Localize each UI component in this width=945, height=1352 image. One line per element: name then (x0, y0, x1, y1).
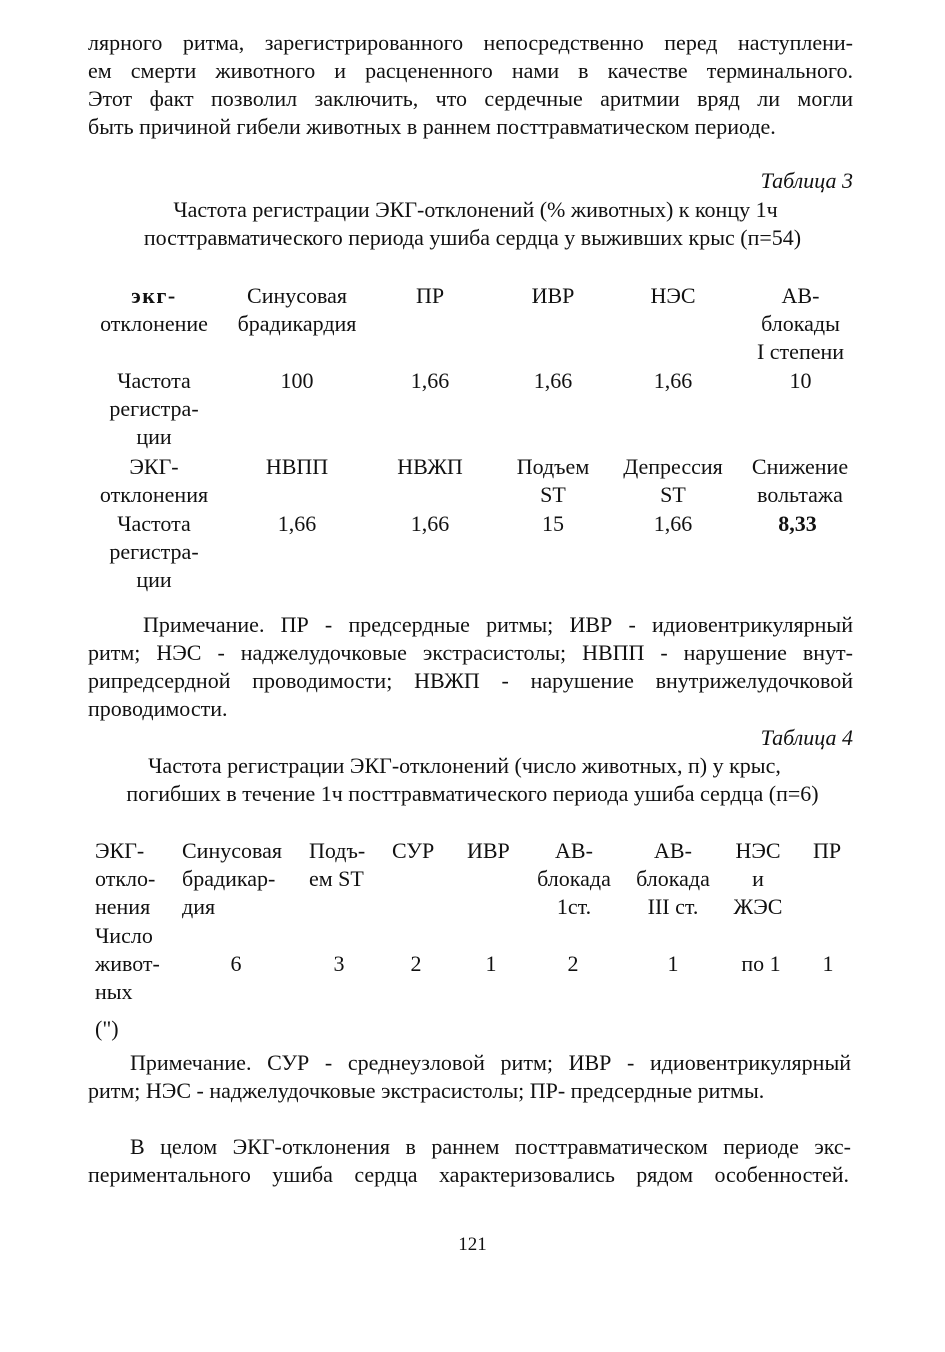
table4-header-cell: ем ST (309, 866, 364, 891)
table4-header-cell: СУР (392, 838, 435, 863)
table4-value-cell: 3 (333, 951, 345, 976)
table4-header-cell: ЖЭС (733, 894, 783, 919)
table4-header-cell: 1ст. (556, 894, 592, 919)
table3-row-label: ции (136, 424, 172, 449)
table4-row-label: ных (95, 979, 133, 1004)
table4-header-first: откло- (95, 866, 156, 891)
table4-header-cell: ПР (813, 838, 842, 863)
table4-header-cell: блокада (537, 866, 611, 891)
table3-header-cell: Подъем (516, 454, 590, 479)
paragraph-line: Этот факт позволил заключить, что сердечные аритмии вряд ли могли (88, 86, 853, 111)
table3-value-cell: 1,66 (410, 368, 450, 393)
table3-value-cell: 8,33 (778, 511, 817, 536)
table3-value-cell: 100 (280, 368, 314, 393)
table3-value-cell: 10 (789, 368, 812, 393)
table4-value-cell: 1 (822, 951, 834, 976)
table4-value-cell: 1 (485, 951, 497, 976)
table3-header-cell: I степени (756, 339, 845, 364)
table3-header-cell: АВ- (781, 283, 820, 308)
table4-header-cell: Подъ- (309, 838, 366, 863)
table4-header-cell: НЭС (735, 838, 781, 863)
table3-value-cell: 1,66 (277, 511, 317, 536)
table4-value-cell: 2 (410, 951, 422, 976)
table3-header-cell: Синусовая (247, 283, 347, 308)
note3-line: проводимости. (88, 696, 228, 721)
table3-row-label: регистра- (109, 396, 199, 421)
table3-header-cell: Снижение (751, 454, 849, 479)
table3-value-cell: 1,66 (653, 511, 693, 536)
table4-row-label: живот- (95, 951, 160, 976)
table4-header-cell: Синусовая (182, 838, 282, 863)
paragraph-line: лярного ритма, зарегистрированного непосредственно перед наступлени- (88, 30, 853, 55)
table3-header-cell: блокады (761, 311, 840, 336)
table4-header-cell: III ст. (647, 894, 699, 919)
table4-value-cell: по 1 (741, 951, 781, 976)
table4-header-cell: дия (182, 894, 216, 919)
table3-caption-line: посттравматического периода ушиба сердца у выживших крыс (п=54) (143, 225, 802, 250)
table3-value-cell: 15 (542, 511, 564, 536)
table3-caption-line: Частота регистрации ЭКГ-отклонений (% животных) к концу 1ч (173, 197, 778, 222)
table3-label: Таблица 3 (760, 168, 853, 193)
table3-row-label: ции (136, 567, 172, 592)
table3-header-cell: брадикардия (237, 311, 357, 336)
note4-line: Примечание. СУР - среднеузловой ритм; ИВР - идиовентрикулярный (130, 1050, 851, 1075)
table3-header-cell: НЭС (650, 283, 696, 308)
paragraph-line: ем смерти животного и расцененного нами в качестве терминального. (88, 58, 853, 83)
table3-header-cell: ИВР (531, 283, 575, 308)
table4-caption-line: погибших в течение 1ч посттравматического периода ушиба сердца (п=6) (126, 781, 819, 806)
table4-header-cell: и (752, 866, 764, 891)
table3-value-cell: 1,66 (533, 368, 573, 393)
paragraph-line: быть причиной гибели животных в раннем посттравматическом периоде. (88, 114, 776, 139)
table4-header-first: нения (95, 894, 151, 919)
table4-header-first: ЭКГ- (95, 838, 145, 863)
table3-header-cell: ST (540, 482, 566, 507)
table3-header-cell: ПР (415, 283, 445, 308)
table4-header-cell: блокада (636, 866, 710, 891)
table4-header-cell: ИВР (467, 838, 510, 863)
page-number: 121 (458, 1234, 487, 1255)
table4-row-label: Число (95, 923, 153, 948)
table4-row-label: (") (95, 1016, 119, 1041)
table3-row-label: Частота (117, 368, 191, 393)
table3-header-cell: НВПП (265, 454, 329, 479)
table4-header-cell: брадикар- (182, 866, 276, 891)
table3-header-cell: вольтажа (757, 482, 843, 507)
table4-caption-line: Частота регистрации ЭКГ-отклонений (число животных, п) у крыс, (148, 753, 781, 778)
table3-row-label: ЭКГ- (129, 454, 179, 479)
table4-value-cell: 1 (667, 951, 679, 976)
table3-value-cell: 1,66 (410, 511, 450, 536)
note3-line: ритм; НЭС - наджелудочковые экстрасистолы; НВПП - нарушение внут- (88, 640, 853, 665)
table3-header-cell: НВЖП (397, 454, 463, 479)
paragraph-line: В целом ЭКГ-отклонения в раннем посттравматическом периоде экс- (130, 1134, 851, 1159)
table4-header-cell: АВ- (654, 838, 692, 863)
note3-line: рипредсердной проводимости; НВЖП - нарушение внутрижелудочковой (88, 668, 853, 693)
table4-value-cell: 2 (567, 951, 579, 976)
note4-line: ритм; НЭС - наджелудочковые экстрасистолы; ПР- предсердные ритмы. (88, 1078, 765, 1103)
paragraph-line: периментального ушиба сердца характеризовались рядом особенностей. (88, 1162, 849, 1187)
table4-header-cell: АВ- (555, 838, 593, 863)
table4-value-cell: 6 (230, 951, 242, 976)
table3-row-label: Частота (117, 511, 191, 536)
table3-header-cell: ST (660, 482, 686, 507)
table3-row-label: регистра- (109, 539, 199, 564)
table3-header-cell: Депрессия (623, 454, 723, 479)
table3-row-label: отклонения (99, 482, 209, 507)
table3-row1-header: отклонение (100, 311, 208, 336)
note3-line: Примечание. ПР - предсердные ритмы; ИВР - идиовентрикулярный (143, 612, 853, 637)
table3-row1-header: экг- (131, 283, 177, 308)
table4-label: Таблица 4 (760, 725, 853, 750)
table3-value-cell: 1,66 (653, 368, 693, 393)
